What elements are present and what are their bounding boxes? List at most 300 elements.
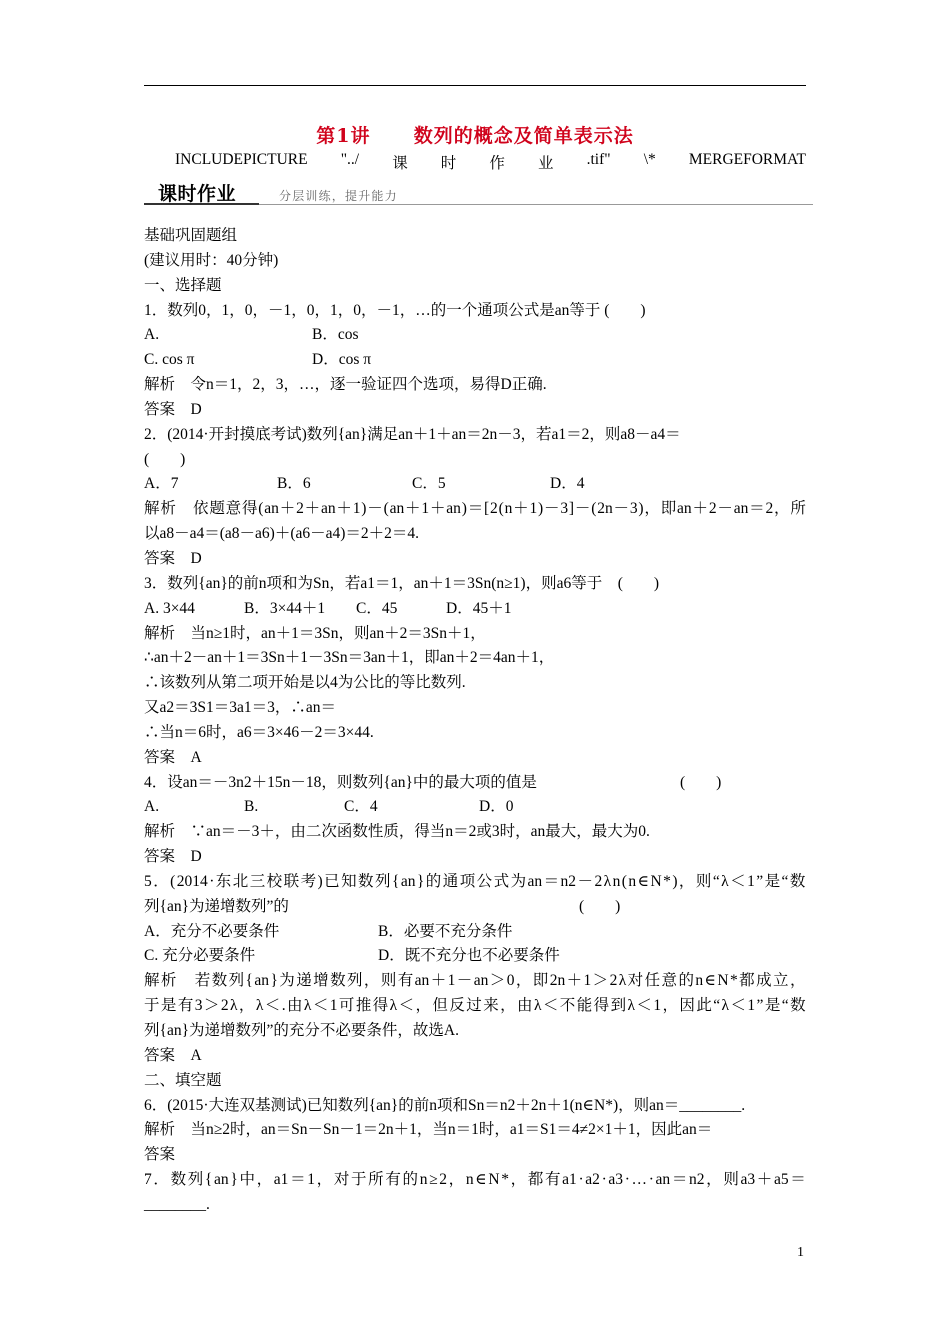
line-token: { [391, 872, 400, 890]
line-cell: B．6 [277, 475, 311, 493]
line-cell: A．7 [144, 475, 179, 493]
line-token: 1 [747, 872, 755, 890]
line-token: 考 [300, 872, 317, 890]
line-token: λ [230, 997, 238, 1015]
line-token: 来 [483, 997, 499, 1015]
line-token: 0 [506, 972, 515, 990]
line-cell: B．必要不充分条件 [378, 922, 513, 940]
line-token: ) [538, 500, 544, 518]
line-token: 列 [187, 1171, 204, 1189]
includepicture-field [175, 151, 806, 173]
line-token: 1 [747, 997, 756, 1015]
line-token: 三 [249, 872, 266, 890]
line-token: 题 [209, 500, 225, 518]
line-text: 解析 ∵an＝－3＋，由二次函数性质，得当n＝2或3时，an最大，最大为0. [144, 823, 650, 841]
line-token: 3 [194, 997, 203, 1015]
text-line [144, 547, 806, 572]
line-token: 可 [338, 997, 355, 1015]
line-token: ” [756, 997, 764, 1015]
line-token: a3 [740, 1171, 756, 1189]
line-token: ＝ [290, 1171, 306, 1189]
text-line [144, 1069, 806, 1094]
line-token: － [367, 500, 383, 518]
line-token: 数 [170, 1171, 187, 1189]
text-line [144, 895, 806, 920]
line-token: 通 [442, 872, 459, 890]
line-cell: C. cos π [144, 351, 195, 369]
line-token: 2 [439, 1171, 448, 1189]
line-token: 但 [432, 997, 448, 1015]
text-line [144, 671, 806, 696]
line-token: * [501, 1171, 509, 1189]
line-token: ＜ [312, 997, 329, 1015]
line-token: · [601, 1171, 607, 1189]
line-token: 1 [529, 500, 538, 518]
line-token: 有 [397, 972, 414, 990]
line-token: ＜ [542, 997, 559, 1015]
line-token: [ [484, 500, 490, 518]
line-token: 解 [144, 972, 160, 990]
line-cell: ( ) [579, 897, 621, 915]
line-token: 北 [232, 872, 249, 890]
line-cell: D．0 [479, 798, 514, 816]
line-cell: B．3×44＋1 [244, 599, 326, 617]
line-token: 即 [532, 972, 549, 990]
line-token: n2 [560, 872, 577, 890]
line-token: an [254, 972, 270, 990]
line-text: 答案 [144, 1146, 176, 1164]
text-line [144, 597, 806, 622]
line-cell: 列{an}为递增数列”的 [144, 897, 289, 915]
text-line [144, 1019, 806, 1044]
include-token: \* [643, 151, 656, 168]
line-token: n [419, 1171, 428, 1189]
line-token: ∈ [637, 872, 650, 890]
line-token: n [465, 1171, 474, 1189]
line-cell: B．cos [312, 326, 359, 344]
line-text: 又a2＝3S1＝3a1＝3，∴an＝ [144, 699, 337, 717]
line-token: ( [170, 872, 176, 890]
line-token: 东 [215, 872, 232, 890]
line-token: 增 [313, 972, 329, 990]
line-token: 7 [144, 1171, 152, 1189]
line-text: 解析 当n≥2时，an＝Sn－Sn－1＝2n＋1，当n＝1时，a1＝S1＝4≠2×1＋1，因此an＝ [144, 1121, 713, 1139]
line-cell: D．45＋1 [446, 599, 512, 617]
line-text: ∴该数列从第二项开始是以4为公比的等比数列. [144, 674, 466, 692]
line-token: ＜ [730, 872, 746, 890]
line-token: 对 [627, 972, 644, 990]
line-token: 此 [696, 997, 712, 1015]
line-token: 因 [679, 997, 695, 1015]
line-token: an [414, 972, 430, 990]
text-line [144, 522, 806, 547]
line-token: 2 [765, 500, 774, 518]
line-token: “ [712, 872, 720, 890]
text-line [144, 348, 806, 373]
line-token: ， [415, 997, 432, 1015]
text-line [144, 820, 806, 845]
line-token: ＜ [398, 997, 415, 1015]
line-text: 基础巩固题组 [144, 227, 238, 244]
text-line [144, 1143, 806, 1168]
line-token: ＜ [636, 997, 652, 1015]
line-token: 有 [545, 1171, 561, 1189]
line-token [177, 497, 193, 522]
line-token: * [663, 872, 671, 890]
line-cell: B. [244, 798, 259, 816]
page-title [144, 121, 806, 148]
line-token: 数 [358, 872, 374, 890]
line-token: ＋ [513, 500, 529, 518]
line-token: 推 [355, 997, 372, 1015]
line-token: ＋ [279, 500, 296, 518]
line-cell: C．4 [344, 798, 378, 816]
line-token: 知 [341, 872, 357, 890]
line-text: 答案 D [144, 549, 202, 567]
line-token: 校 [266, 872, 283, 890]
include-token: MERGEFORMAT [688, 151, 806, 168]
line-token: 1 [352, 500, 361, 518]
line-token: ＜ [730, 997, 746, 1015]
line-token: 析 [160, 972, 177, 990]
include-token: "../ [340, 151, 360, 168]
line-token: “ [781, 997, 789, 1015]
line-token: a2 [585, 1171, 600, 1189]
line-token: ， [256, 1171, 273, 1189]
line-token: ＋ [336, 500, 352, 518]
line-token: an [527, 872, 543, 890]
line-text: 以a8－a4＝(a8－a6)＋(a6－a4)＝2＋2＝4. [144, 525, 420, 543]
line-token: 意 [225, 500, 242, 518]
line-cell: C. 充分必要条件 [144, 947, 256, 965]
line-token: 1 [583, 972, 592, 990]
line-token: } [270, 972, 278, 990]
text-line [144, 398, 806, 423]
line-token: ) [461, 500, 467, 518]
include-token: INCLUDEPICTURE [175, 151, 308, 168]
line-text: 一、选择题 [144, 276, 222, 294]
line-cell: ( ) [680, 773, 722, 791]
text-line [144, 795, 806, 820]
line-token: 为 [510, 872, 527, 890]
line-text: ∴当n＝6时，a6＝3×46－2＝3×44. [144, 723, 374, 741]
line-token: ， [238, 997, 255, 1015]
line-token: ( [621, 872, 627, 890]
line-token: 能 [576, 997, 593, 1015]
line-token: ， [500, 997, 516, 1015]
line-token: ＞ [489, 972, 506, 990]
line-token: ， [363, 972, 380, 990]
line-token: 反 [449, 997, 465, 1015]
line-token: 2 [609, 972, 618, 990]
line-token: 公 [476, 872, 493, 890]
text-line [144, 771, 806, 796]
line-token: λ [255, 997, 264, 1015]
line-token: 2 [594, 872, 603, 890]
line-token: ＝ [749, 500, 765, 518]
line-token: { [245, 972, 253, 990]
text-line [144, 746, 806, 771]
line-token: － [577, 872, 593, 890]
line-token: 得 [372, 997, 389, 1015]
line-text: (建议用时：40分钟) [144, 251, 279, 269]
line-text: 列{an}为递增数列”的充分不必要条件，故选A. [144, 1022, 459, 1039]
line-token: 2 [296, 500, 304, 518]
line-token: ＞ [592, 972, 609, 990]
text-line [144, 224, 806, 249]
line-token: － [574, 500, 591, 518]
banner-underline [144, 203, 259, 205]
line-token: － [613, 500, 630, 518]
line-token: 的 [678, 972, 694, 990]
line-token: 所 [368, 1171, 384, 1189]
line-token: 2 [220, 997, 229, 1015]
line-token: ， [644, 500, 660, 518]
line-token: 对 [333, 1171, 350, 1189]
line-token: ． [153, 872, 169, 890]
line-token: “ [713, 997, 721, 1015]
line-token: N [488, 1171, 500, 1189]
line-token: 2n [549, 972, 566, 990]
line-token: 式 [493, 872, 510, 890]
line-token: 2n [597, 500, 613, 518]
line-cell: A. [144, 326, 160, 344]
line-token: an [677, 500, 692, 518]
line-token: ＋ [405, 500, 421, 518]
line-token: λ [603, 872, 612, 890]
line-token: ＝ [790, 1171, 806, 1189]
text-line [144, 423, 806, 448]
line-token: an [733, 500, 749, 518]
line-token: { [204, 1171, 213, 1189]
text-line [144, 920, 806, 945]
line-token: 的 [402, 1171, 419, 1189]
line-token: 有 [177, 997, 194, 1015]
line-token: ， [515, 972, 532, 990]
text-line [144, 622, 806, 647]
line-cell: A. [144, 798, 160, 816]
title-topic: 数列的概念及简单表示法 [413, 125, 634, 147]
line-token: ， [316, 1171, 333, 1189]
line-token: 是 [160, 997, 177, 1015]
text-line [144, 1094, 806, 1119]
line-text: 答案 D [144, 848, 202, 866]
line-token: 立 [773, 972, 789, 990]
line-token: ) [672, 872, 678, 890]
line-token: 列 [374, 872, 391, 890]
line-token: ． [153, 1171, 169, 1189]
text-line [144, 572, 806, 597]
line-token: － [456, 972, 473, 990]
text-line [144, 845, 806, 870]
line-token: ] [568, 500, 575, 518]
text-line [144, 1044, 806, 1069]
line-token: 2 [708, 500, 717, 518]
line-token: ， [678, 872, 695, 890]
banner-divider [259, 204, 813, 205]
line-token: 于 [144, 997, 160, 1015]
line-token: 3 [560, 500, 569, 518]
line-token: · [209, 872, 215, 890]
line-token: － [544, 500, 560, 518]
line-token: 有 [385, 1171, 401, 1189]
line-token: ( [258, 500, 264, 518]
line-token: ＋ [756, 1171, 773, 1189]
line-token: ( [498, 500, 504, 518]
line-token: λ [721, 997, 730, 1015]
line-token: ＋ [692, 500, 708, 518]
line-token: 递 [296, 972, 312, 990]
line-text: 答案 A [144, 748, 202, 766]
line-token [178, 969, 194, 994]
line-token: 到 [610, 997, 627, 1015]
line-token: 由 [286, 997, 303, 1015]
line-token: ＜ [264, 997, 281, 1015]
line-token: ， [662, 997, 678, 1015]
include-token: 时 [440, 155, 457, 172]
line-token: “ [781, 872, 789, 890]
line-token: 得 [593, 997, 610, 1015]
line-token: } [416, 872, 425, 890]
line-token: 解 [144, 500, 160, 518]
line-token: ＋ [304, 500, 321, 518]
line-token: 若 [194, 972, 211, 990]
line-token: 1 [307, 1171, 315, 1189]
text-line [144, 646, 806, 671]
text-line [144, 1193, 806, 1218]
line-token: 列 [346, 972, 363, 990]
text-line [144, 1118, 806, 1143]
line-token: ) [361, 500, 367, 518]
text-line [144, 448, 806, 473]
line-token: ， [789, 972, 806, 990]
line-token: ， [774, 500, 790, 518]
line-text: 答案 A [144, 1046, 202, 1064]
line-token: 数 [789, 872, 806, 890]
line-cell: D．4 [550, 475, 585, 493]
line-token: 2014 [176, 872, 208, 890]
line-token: ” [756, 872, 764, 890]
line-text: 3．数列{an}的前n项和为Sn，若a1＝1，an＋1＝3Sn(n≥1)，则a6等于 ( ) [144, 574, 660, 592]
line-token: λ [303, 997, 312, 1015]
line-token: 中 [239, 1171, 255, 1189]
line-token: ＋ [430, 972, 447, 990]
line-token: * [730, 972, 738, 990]
line-token: 1 [653, 997, 662, 1015]
line-token: … [631, 1171, 648, 1189]
line-cell: D．cos π [312, 351, 372, 369]
line-token: － [717, 500, 733, 518]
line-token: 都 [739, 972, 755, 990]
text-line [144, 696, 806, 721]
line-token: ， [706, 1171, 722, 1189]
line-token: 1 [329, 997, 338, 1015]
text-line [144, 870, 806, 895]
line-token: λ [389, 997, 398, 1015]
line-token: λ [618, 972, 627, 990]
line-token: ) [317, 872, 323, 890]
line-token: 不 [559, 997, 576, 1015]
line-token: · [624, 1171, 630, 1189]
line-token: ∈ [704, 972, 716, 990]
line-token: 于 [351, 1171, 367, 1189]
line-text: ( ) [144, 450, 186, 468]
header-rule [144, 85, 806, 86]
line-token: an [389, 500, 405, 518]
line-token: } [230, 1171, 238, 1189]
include-token: 课 [392, 155, 408, 172]
line-cell: A. 3×44 [144, 599, 195, 617]
line-token: 2 [490, 500, 498, 518]
line-token: 则 [695, 872, 712, 890]
line-token: 已 [324, 872, 340, 890]
line-text: 2．(2014·开封摸底考试)数列{an}满足an＋1＋an＝2n－3，若a1＝2，则a8－a4＝ [144, 425, 681, 443]
line-token: · [578, 1171, 584, 1189]
text-line [144, 472, 806, 497]
banner-title: 课时作业 [158, 183, 237, 205]
line-token: 是 [764, 997, 781, 1015]
line-token: ( [383, 500, 389, 518]
line-token: ∈ [475, 1171, 487, 1189]
line-token: 是 [764, 872, 781, 890]
text-line [144, 994, 806, 1019]
line-token: 意 [661, 972, 678, 990]
line-token: λ [533, 997, 542, 1015]
line-cell: 4．设an＝－3n2＋15n－18，则数列{an}中的最大项的值是 [144, 773, 537, 791]
line-token: 联 [283, 872, 300, 890]
line-token: λ [627, 997, 635, 1015]
page-number: 1 [797, 1245, 804, 1260]
text-line [144, 944, 806, 969]
line-token: ) [638, 500, 644, 518]
line-text: 解析 令n＝1，2，3，…，逐一验证四个选项，易得D正确. [144, 376, 547, 394]
line-token: ＞ [203, 997, 220, 1015]
line-token: N [717, 972, 729, 990]
line-token: 过 [466, 997, 482, 1015]
include-token: .tif" [586, 151, 611, 168]
line-token: a5 [773, 1171, 789, 1189]
line-token: ≥ [429, 1171, 438, 1189]
text-line [144, 274, 806, 299]
line-token: ， [448, 1171, 465, 1189]
line-token: . [281, 997, 286, 1015]
exercise-body [144, 224, 806, 1218]
line-text: 解析 当n≥1时，an＋1＝3Sn，则an＋2＝3Sn＋1， [144, 624, 486, 642]
line-token: 列 [228, 972, 245, 990]
line-token: a3 [608, 1171, 624, 1189]
line-token: 数 [211, 972, 228, 990]
line-token: 则 [723, 1171, 739, 1189]
line-token: 得 [241, 500, 258, 518]
line-token: ＋ [566, 972, 583, 990]
line-text: ∴an＋2－an＋1＝3Sn＋1－3Sn＝3an＋1，即an＋2＝4an＋1， [144, 649, 555, 667]
line-token: 依 [192, 500, 209, 518]
text-line [144, 249, 806, 274]
line-token: n [695, 972, 704, 990]
line-token: a1 [562, 1171, 577, 1189]
line-cell: D．既不充分也不必要条件 [378, 947, 560, 965]
line-token: 成 [756, 972, 772, 990]
line-token: an [655, 1171, 671, 1189]
line-cell: C．45 [356, 599, 398, 617]
line-token: 的 [425, 872, 442, 890]
line-token: ＋ [429, 500, 446, 518]
text-line [144, 299, 806, 324]
line-text: 1．数列0，1，0，－1，0，1，0，－1，…的一个通项公式是an等于 ( ) [144, 301, 646, 319]
line-text: 6．(2015·大连双基测试)已知数列{an}的前n项和Sn＝n2＋2n＋1(n∈N*)，则an＝________. [144, 1096, 746, 1114]
line-token: an [400, 872, 416, 890]
line-cell: A．充分不必要条件 [144, 922, 280, 940]
